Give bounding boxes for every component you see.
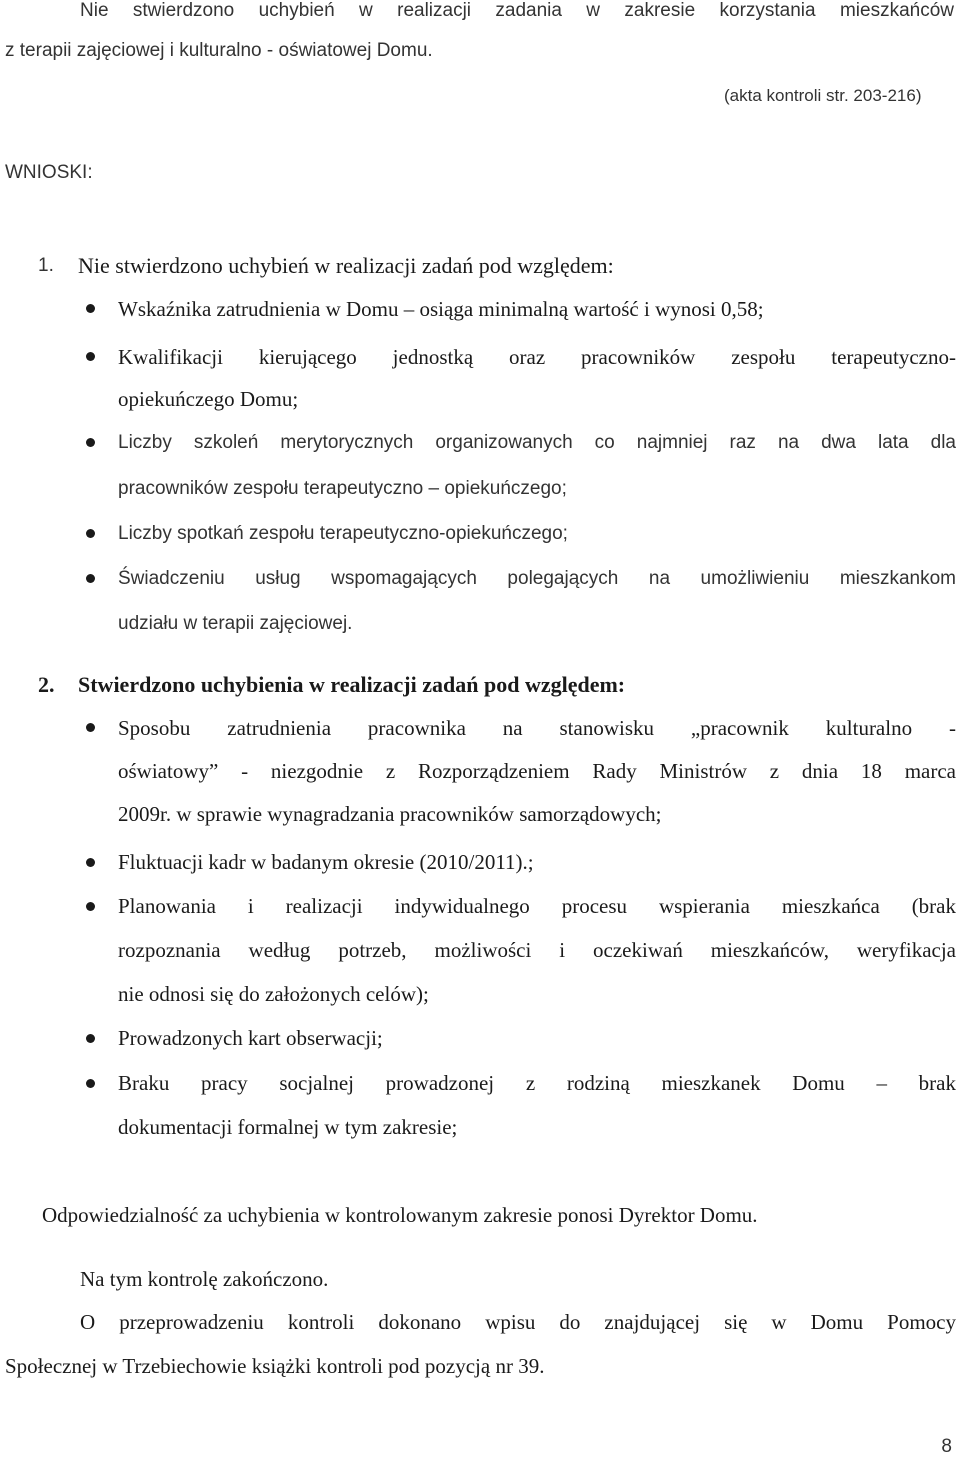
- section-2-item-1-line-2: oświatowy” - niezgodnie z Rozporządzeniem Rady Ministrów z dnia 18 marca: [118, 759, 956, 783]
- bullet-icon: [86, 858, 95, 867]
- bullet-icon: [86, 574, 95, 583]
- bullet-icon: [86, 1034, 95, 1043]
- bullet-icon: [86, 438, 95, 447]
- section-1-item-5-line-2: udziału w terapii zajęciowej.: [118, 613, 353, 634]
- bullet-icon: [86, 352, 95, 361]
- section-2-item-5-line-1: Braku pracy socjalnej prowadzonej z rodziną mieszkanek Domu – brak: [118, 1071, 956, 1095]
- section-2-item-1-line-3: 2009r. w sprawie wynagradzania pracowników samorządowych;: [118, 802, 662, 826]
- page-number: 8: [941, 1436, 952, 1457]
- section-1-item-4-line-1: Liczby spotkań zespołu terapeutyczno-opiekuńczego;: [118, 523, 568, 544]
- intro-line-1: Nie stwierdzono uchybień w realizacji zadania w zakresie korzystania mieszkańców: [80, 0, 954, 21]
- register-entry-line-1: O przeprowadzeniu kontroli dokonano wpisu do znajdującej się w Domu Pomocy: [80, 1310, 956, 1334]
- section-1-item-2-line-1: Kwalifikacji kierującego jednostką oraz pracowników zespołu terapeutyczno-: [118, 345, 956, 369]
- bullet-icon: [86, 902, 95, 911]
- bullet-icon: [86, 529, 95, 538]
- section-2-item-1-line-1: Sposobu zatrudnienia pracownika na stanowisku „pracownik kulturalno -: [118, 716, 956, 740]
- section-1-item-3-line-2: pracowników zespołu terapeutyczno – opiekuńczego;: [118, 478, 567, 499]
- section-2-item-3-line-3: nie odnosi się do założonych celów);: [118, 982, 429, 1006]
- section-2-item-3-line-1: Planowania i realizacji indywidualnego procesu wspierania mieszkańca (brak: [118, 894, 956, 918]
- conclusions-heading: WNIOSKI:: [5, 162, 93, 183]
- section-2-number: 2.: [38, 672, 55, 697]
- section-2-item-3-line-2: rozpoznania według potrzeb, możliwości i oczekiwań mieszkańców, weryfikacja: [118, 938, 956, 962]
- reference-note: (akta kontroli str. 203-216): [724, 86, 922, 105]
- section-1-item-5-line-1: Świadczeniu usług wspomagających polegających na umożliwieniu mieszkankom: [118, 568, 956, 589]
- bullet-icon: [86, 304, 95, 313]
- section-1-item-3-line-1: Liczby szkoleń merytorycznych organizowanych co najmniej raz na dwa lata dla: [118, 432, 956, 453]
- section-2-item-4-line-1: Prowadzonych kart obserwacji;: [118, 1026, 383, 1050]
- register-entry-line-2: Społecznej w Trzebiechowie książki kontroli pod pozycją nr 39.: [5, 1354, 545, 1378]
- section-1-number: 1.: [38, 255, 54, 276]
- responsibility-statement: Odpowiedzialność za uchybienia w kontrolowanym zakresie ponosi Dyrektor Domu.: [42, 1203, 758, 1227]
- bullet-icon: [86, 1079, 95, 1088]
- section-1-item-2-line-2: opiekuńczego Domu;: [118, 387, 299, 411]
- closing-statement: Na tym kontrolę zakończono.: [80, 1267, 329, 1291]
- section-2-item-5-line-2: dokumentacji formalnej w tym zakresie;: [118, 1115, 458, 1139]
- section-2-heading: Stwierdzono uchybienia w realizacji zadań pod względem:: [78, 672, 626, 697]
- bullet-icon: [86, 723, 95, 732]
- section-2-item-2-line-1: Fluktuacji kadr w badanym okresie (2010/2011).;: [118, 850, 534, 874]
- intro-line-2: z terapii zajęciowej i kulturalno - oświatowej Domu.: [5, 40, 433, 61]
- section-1-heading: Nie stwierdzono uchybień w realizacji zadań pod względem:: [78, 253, 614, 278]
- section-1-item-1-line-1: Wskaźnika zatrudnienia w Domu – osiąga minimalną wartość i wynosi 0,58;: [118, 297, 764, 321]
